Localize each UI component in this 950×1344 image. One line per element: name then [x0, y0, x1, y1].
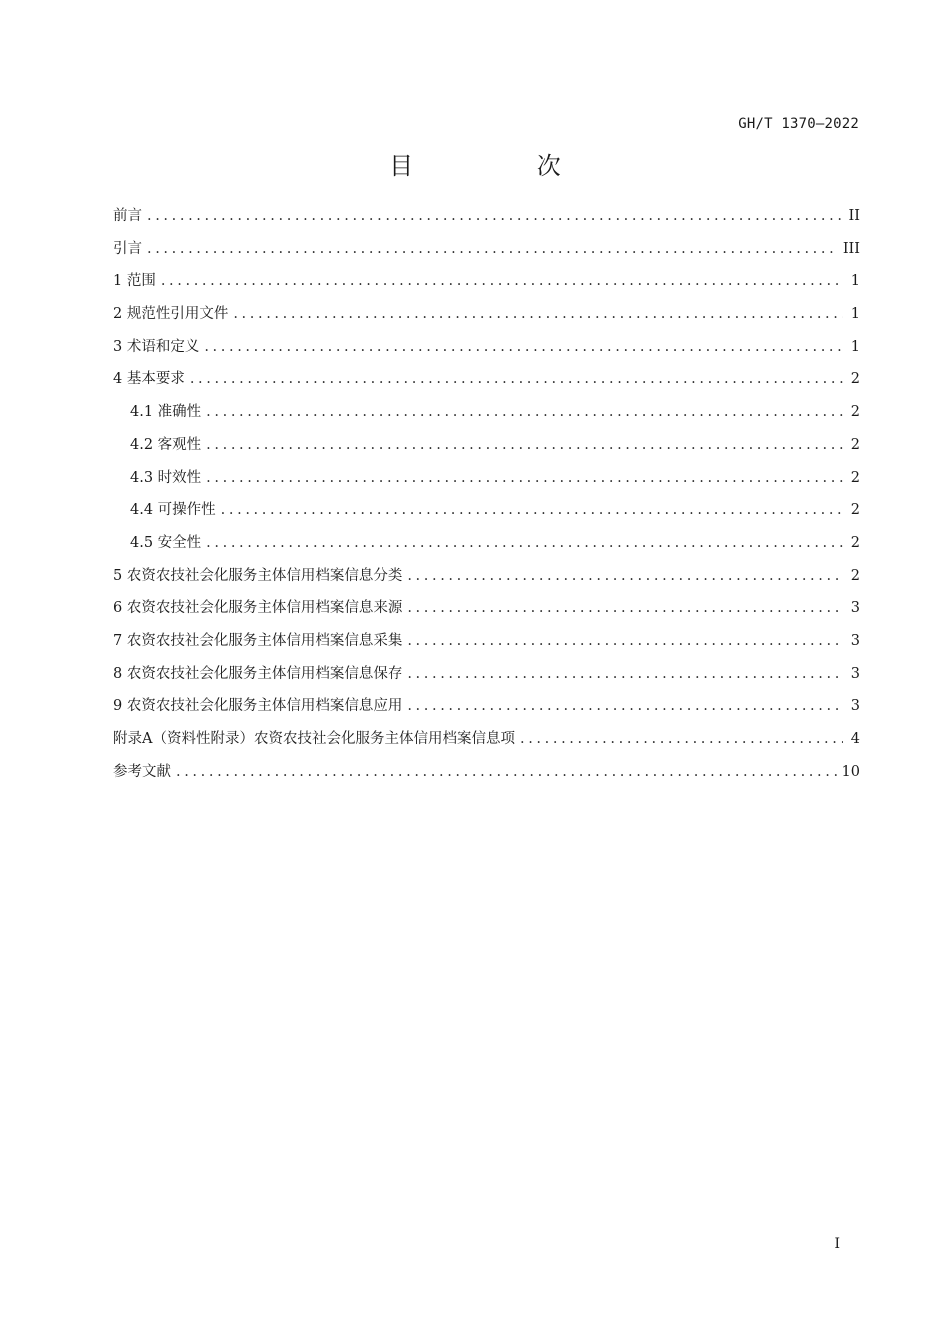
toc-entry-label: 4.3 时效性	[130, 469, 202, 486]
toc-leader-dots	[206, 396, 843, 429]
toc-leader-dots	[221, 494, 843, 527]
toc-entry[interactable]	[113, 756, 860, 789]
toc-leader-dots	[206, 527, 843, 560]
toc-entry-page: 2	[850, 436, 860, 453]
toc-entry-page: 3	[850, 698, 860, 715]
toc-leader-dots	[520, 723, 843, 756]
toc-entry-label: 参考文献	[113, 763, 171, 780]
toc-entry-label: 4.2 客观性	[130, 436, 202, 453]
page-number: I	[834, 1236, 840, 1252]
toc-subentry[interactable]	[113, 462, 860, 495]
toc-entry-page: 2	[850, 502, 860, 519]
toc-entry-page: 2	[850, 469, 860, 486]
toc-entry-label: 前言	[113, 208, 142, 224]
toc-leader-dots	[233, 298, 843, 331]
toc-entry-label: 4.4 可操作性	[130, 502, 216, 519]
toc-entry-page: III	[842, 240, 860, 257]
toc-entry-page: II	[848, 208, 860, 224]
toc-entry[interactable]	[113, 625, 860, 658]
toc-entry-page: 2	[850, 567, 860, 584]
toc-leader-dots	[206, 429, 843, 462]
toc-entry-label: 8 农资农技社会化服务主体信用档案信息保存	[113, 665, 403, 682]
toc-subentry[interactable]	[113, 396, 860, 429]
toc-entry-page: 3	[850, 600, 860, 617]
toc-leader-dots	[176, 756, 837, 789]
toc-entry-label: 2 规范性引用文件	[113, 306, 229, 323]
toc-entry-label: 4.5 安全性	[130, 534, 202, 551]
toc-subentry[interactable]	[113, 527, 860, 560]
toc-entry-page: 1	[850, 273, 860, 290]
table-of-contents	[113, 200, 860, 788]
toc-entry-label: 4 基本要求	[113, 371, 185, 388]
toc-entry-page: 2	[850, 371, 860, 388]
page-title: 目 次	[389, 152, 619, 180]
toc-entry-page: 1	[850, 306, 860, 323]
toc-subentry[interactable]	[113, 429, 860, 462]
toc-subentry[interactable]	[113, 494, 860, 527]
toc-entry[interactable]	[113, 723, 860, 756]
toc-entry-page: 2	[850, 404, 860, 421]
toc-entry-page: 1	[850, 338, 860, 355]
toc-entry-label: 附录A（资料性附录）农资农技社会化服务主体信用档案信息项	[113, 731, 515, 747]
toc-entry[interactable]	[113, 233, 860, 266]
toc-entry-label: 5 农资农技社会化服务主体信用档案信息分类	[113, 567, 403, 584]
toc-leader-dots	[206, 462, 843, 495]
toc-entry-page: 3	[850, 632, 860, 649]
standard-number: GH/T 1370—2022	[738, 116, 859, 132]
toc-entry[interactable]	[113, 592, 860, 625]
toc-leader-dots	[204, 331, 843, 364]
toc-entry[interactable]	[113, 331, 860, 364]
toc-leader-dots	[147, 200, 843, 233]
toc-leader-dots	[407, 592, 843, 625]
toc-entry[interactable]	[113, 658, 860, 691]
toc-entry-page: 4	[850, 731, 860, 747]
toc-entry[interactable]	[113, 265, 860, 298]
toc-entry-label: 4.1 准确性	[130, 404, 202, 421]
toc-entry-label: 3 术语和定义	[113, 338, 200, 355]
toc-entry-label: 6 农资农技社会化服务主体信用档案信息来源	[113, 600, 403, 617]
toc-leader-dots	[147, 233, 838, 266]
toc-leader-dots	[407, 625, 843, 658]
toc-entry[interactable]	[113, 560, 860, 593]
toc-entry-page: 3	[850, 665, 860, 682]
toc-entry-page: 2	[850, 534, 860, 551]
toc-entry[interactable]	[113, 363, 860, 396]
toc-entry[interactable]	[113, 298, 860, 331]
toc-entry-label: 1 范围	[113, 273, 156, 290]
toc-leader-dots	[407, 690, 843, 723]
toc-entry[interactable]	[113, 200, 860, 233]
toc-entry-page: 10	[841, 763, 860, 780]
toc-entry-label: 引言	[113, 240, 142, 257]
toc-entry-label: 9 农资农技社会化服务主体信用档案信息应用	[113, 698, 403, 715]
toc-leader-dots	[161, 265, 843, 298]
toc-leader-dots	[190, 363, 843, 396]
toc-entry[interactable]	[113, 690, 860, 723]
toc-leader-dots	[407, 658, 843, 691]
toc-entry-label: 7 农资农技社会化服务主体信用档案信息采集	[113, 632, 403, 649]
toc-leader-dots	[407, 560, 843, 593]
